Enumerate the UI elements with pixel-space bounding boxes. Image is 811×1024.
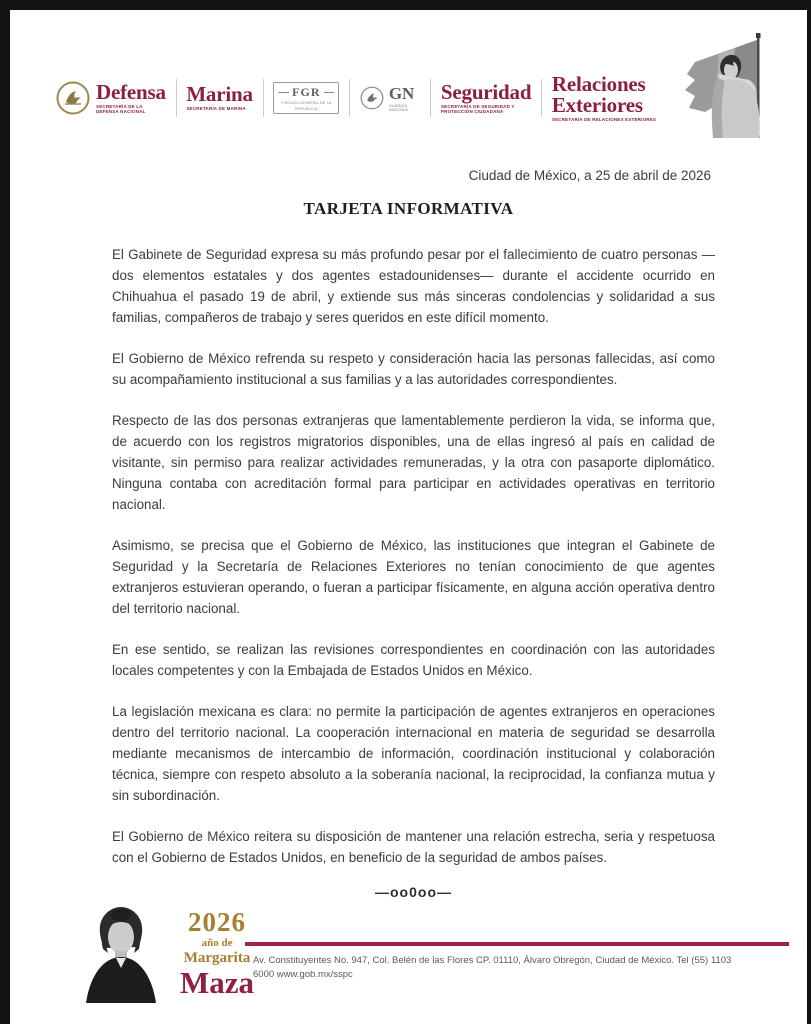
letter-body xyxy=(112,244,715,900)
logo-marina xyxy=(186,84,252,112)
footer-year: 2026 xyxy=(188,906,247,937)
paragraph-5: En ese sentido, se realizan las revisiones correspondientes en coordinación con las autoridades locales competentes y con la Embajada de Estados Unidos en México. xyxy=(112,642,715,678)
date-line: Ciudad de México, a 25 de abril de 2026 xyxy=(468,168,711,183)
defensa-wordmark: Defensa xyxy=(96,80,166,104)
paragraph-4: Asimismo, se precisa que el Gobierno de México, las instituciones que integran el Gabinete de Seguridad y la Secretaría de Relaciones Exteriores no tenían conocimiento de que agentes extranjeros estuvieran operando, o fueran a participar físicamente, en alguna acción operativa dentro del territorio nacional. xyxy=(112,538,715,616)
logo-defensa xyxy=(56,81,166,115)
gov-logo-bar xyxy=(56,72,657,124)
logo-divider xyxy=(541,79,542,117)
sre-sub-label: SECRETARÍA DE RELACIONES EXTERIORES xyxy=(551,116,657,122)
gn-sub-label: GUARDIA NACIONAL xyxy=(388,102,410,112)
seguridad-sub-label: SECRETARÍA DE SEGURIDAD Y PROTECCIÓN CIUDADANA xyxy=(440,104,515,114)
letter-page xyxy=(10,10,807,1024)
footer-address-line2: 6000 www.gob.mx/sspc xyxy=(253,969,353,980)
logo-gn xyxy=(360,83,421,113)
logo-divider xyxy=(430,79,431,117)
paragraph-6: La legislación mexicana es clara: no permite la participación de agentes extranjeros en operaciones dentro del territorio nacional. La cooperación internacional en materia de seguridad se desarrolla mediante mecanismos de intercambio de información, coordinación institucional y colaboración técnica, siempre con respeto absoluto a la soberanía nacional, la reciprocidad, la confianza mutua y sin subordinación. xyxy=(112,704,715,803)
end-separator: —oo0oo— xyxy=(375,884,452,900)
footer-person-first-name: Margarita xyxy=(183,949,251,966)
guardia-nacional-eagle-icon xyxy=(360,83,384,113)
sre-wordmark: Relaciones Exteriores xyxy=(551,71,646,117)
footer-address xyxy=(253,954,798,982)
logo-divider xyxy=(176,79,177,117)
fgr-sub-label: FISCALÍA GENERAL DE LA REPÚBLICA xyxy=(281,100,332,111)
mexican-eagle-seal-icon xyxy=(56,81,90,115)
footer-person-last-name: Maza xyxy=(180,964,255,1000)
paragraph-2: El Gobierno de México refrenda su respeto y consideración hacia las personas fallecidas, así como su acompañamiento institucional a sus familias y a las autoridades correspondientes. xyxy=(112,351,715,387)
footer-maroon-rule xyxy=(245,942,789,946)
paragraph-7: El Gobierno de México reitera su disposición de mantener una relación estrecha, seria y respetuosa con el Gobierno de Estados Unidos, en beneficio de la seguridad de ambos países. xyxy=(112,829,715,865)
footer-commemorative-logo xyxy=(60,903,254,1003)
defensa-sub-label: SECRETARÍA DE LA DEFENSA NACIONAL xyxy=(96,104,146,114)
paragraph-1: El Gabinete de Seguridad expresa su más profundo pesar por el fallecimiento de cuatro personas —dos elementos estatales y dos agentes estadounidenses— durante el accidente ocurrido en Chihuahua el pasado 19 de abril, y extiende sus más sinceras condolencias y solidaridad a sus familias, compañeros de trabajo y seres queridos en este difícil momento. xyxy=(112,247,715,325)
footer-year-of: año de xyxy=(201,936,233,949)
gn-wordmark: GN xyxy=(388,83,415,103)
logo-seguridad xyxy=(441,82,531,114)
marina-sub-label: SECRETARÍA DE MARINA xyxy=(186,106,246,112)
woman-with-flag-image xyxy=(665,28,791,146)
logo-fgr xyxy=(273,82,339,113)
logo-divider xyxy=(263,79,264,117)
paragraph-3: Respecto de las dos personas extranjeras que lamentablemente perdieron la vida, se informa que, de acuerdo con los registros migratorios disponibles, una de ellas ingresó al país en calidad de visitante, sin permiso para realizar actividades remuneradas, y la otra con pasaporte diplomático. Ninguna contaba con acreditación formal para participar en actividades operativas en territorio nacional. xyxy=(112,413,715,512)
logo-divider xyxy=(349,79,350,117)
marina-wordmark: Marina xyxy=(186,82,253,107)
fgr-seal-icon xyxy=(273,82,339,113)
fgr-wordmark: FGR xyxy=(278,86,334,98)
document-title: TARJETA INFORMATIVA xyxy=(303,199,514,218)
seguridad-wordmark: Seguridad xyxy=(440,80,532,104)
margarita-maza-portrait xyxy=(60,903,178,1003)
logo-relaciones-exteriores xyxy=(551,71,657,123)
footer-address-line1: Av. Constituyentes No. 947, Col. Belén de las Flores CP. 01110, Álvaro Obregón, Ciudad de México. Tel (55) 1103 xyxy=(253,955,732,966)
